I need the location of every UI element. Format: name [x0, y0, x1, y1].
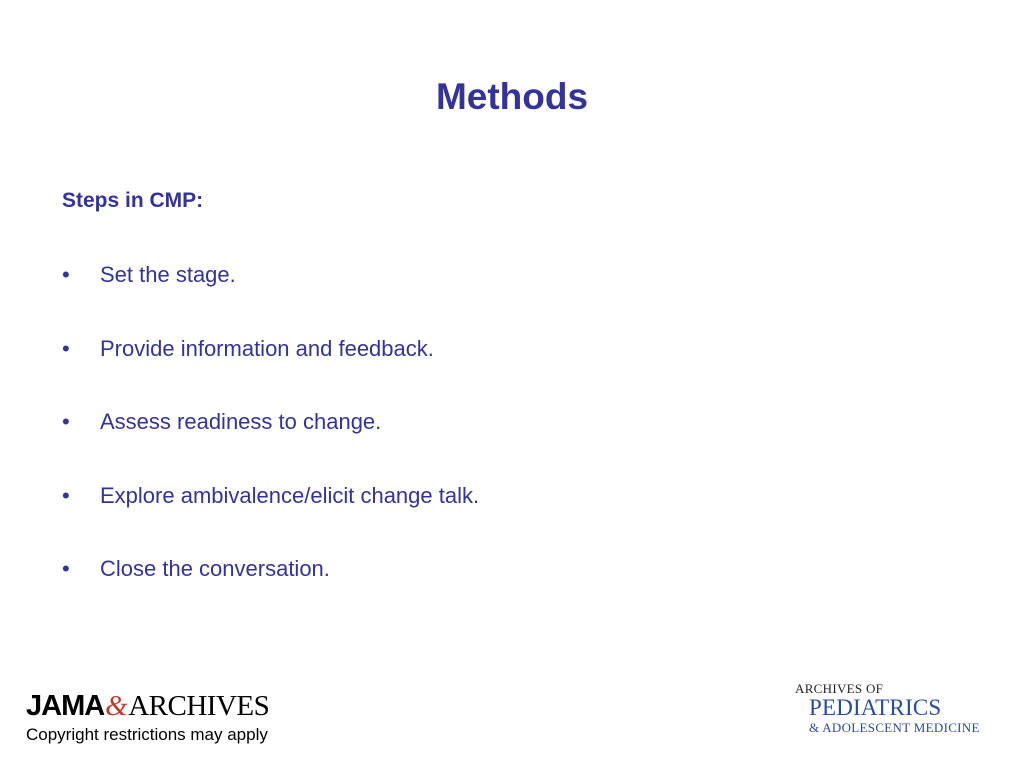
copyright-notice: Copyright restrictions may apply	[26, 725, 268, 744]
jama-logo-ampersand: &	[105, 690, 128, 722]
journal-logo-line2: PEDIATRICS	[809, 695, 942, 720]
bullet-text: Explore ambivalence/elicit change talk.	[100, 482, 480, 508]
bullet-icon: •	[62, 409, 70, 435]
bullet-icon: •	[62, 262, 70, 287]
bullet-icon: •	[62, 556, 70, 582]
jama-archives-logo	[26, 689, 269, 723]
bullet-text: Provide information and feedback.	[100, 335, 434, 361]
archives-logo-text: ARCHIVES	[128, 690, 270, 722]
bullet-text: Close the conversation.	[100, 556, 330, 582]
bullet-icon: •	[62, 335, 70, 361]
slide-title: Methods	[435, 76, 589, 117]
slide-subheading: Steps in CMP:	[62, 189, 204, 212]
archives-pediatrics-logo	[795, 681, 1010, 735]
jama-logo-text: JAMA	[26, 690, 105, 722]
bullet-text: Set the stage.	[100, 262, 236, 287]
bullet-icon: •	[62, 482, 70, 508]
journal-logo-line1: ARCHIVES OF	[795, 681, 884, 696]
journal-logo-line3: & ADOLESCENT MEDICINE	[809, 720, 980, 735]
bullet-text: Assess readiness to change.	[100, 409, 382, 435]
